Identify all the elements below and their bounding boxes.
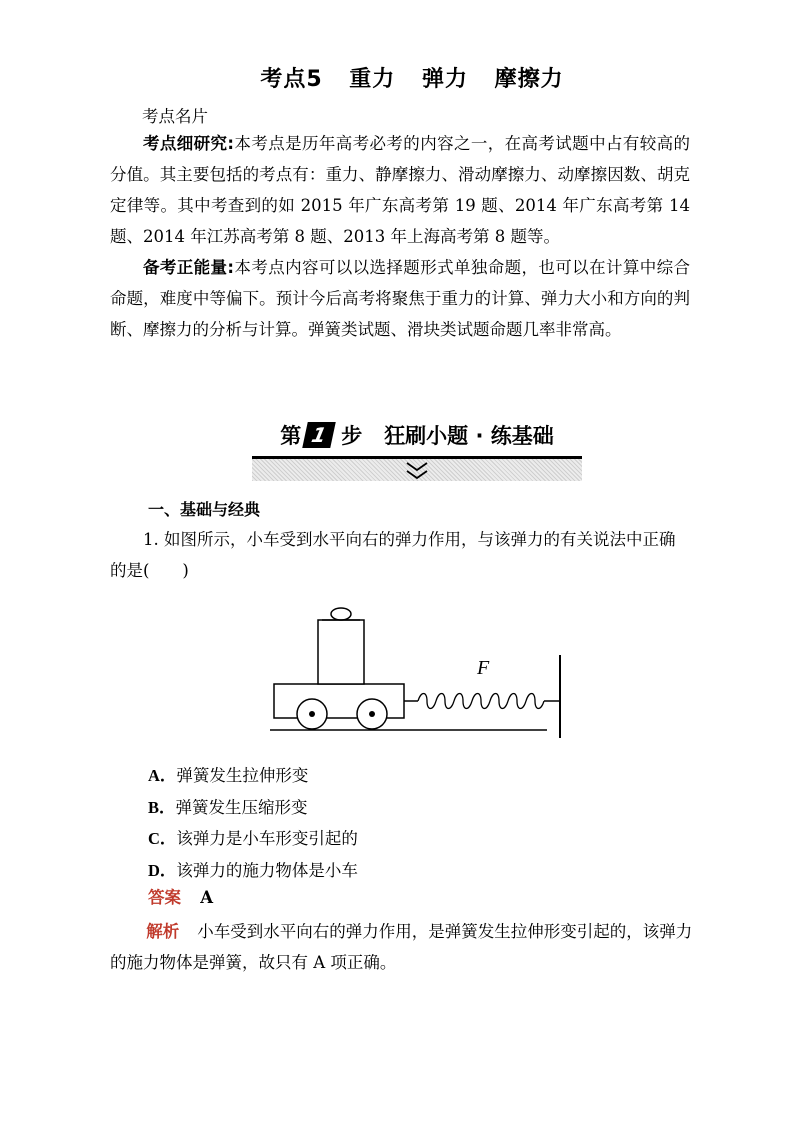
paragraph-research-text: 本考点是历年高考必考的内容之一，在高考试题中占有较高的分值。其主要包括的考点有：重力、静摩擦力、滑动摩擦力、动摩擦因数、胡克定律等。其中考查到的如 2015 年广东高考第 19 题、2014 年广东高考第 14 题、2014 年江苏高考第 8 题、2013 年上海高考第 8 题等。: [110, 134, 691, 246]
answer-tag: 答案: [148, 888, 181, 907]
cart-block: [318, 620, 364, 684]
option-a-label: A．: [148, 766, 177, 785]
option-d-label: D．: [148, 860, 177, 880]
step-banner: [252, 418, 582, 484]
title-part-3: 弹力: [421, 67, 468, 92]
option-d-text: 该弹力的施力物体是小车: [176, 860, 358, 880]
paragraph-prep: [110, 252, 690, 345]
question-1: [110, 524, 690, 586]
step-bu: 步: [341, 424, 363, 448]
option-d: [148, 855, 358, 887]
analysis-text: 小车受到水平向右的弹力作用，是弹簧发生拉伸形变引起的，该弹力的施力物体是弹簧，故只有 A 项正确。: [110, 922, 693, 972]
title-part-2: 重力: [349, 67, 396, 92]
answer: [148, 884, 213, 908]
option-a: [148, 760, 358, 792]
answer-value: A: [200, 888, 214, 907]
analysis-paragraph: [110, 916, 700, 978]
option-b-text: 弹簧发生压缩形变: [175, 797, 308, 817]
step-number-badge: 1: [302, 422, 336, 448]
option-b: [148, 792, 358, 824]
double-chevron-down-icon: [404, 460, 430, 482]
question-1-text: 1. 如图所示，小车受到水平向右的弹力作用，与该弹力的有关说法中正确的是( ): [110, 530, 676, 580]
option-c-text: 该弹力是小车形变引起的: [176, 829, 358, 848]
option-c-label: C．: [148, 829, 177, 848]
title-part-4: 摩擦力: [494, 67, 564, 92]
spring-coils: [418, 694, 544, 709]
section-title: 一、基础与经典: [148, 500, 261, 519]
force-label: F: [477, 657, 490, 679]
cart-spring-figure: [262, 590, 582, 750]
intro-paragraphs: [110, 128, 690, 345]
title-part-1: 考点5: [260, 67, 323, 92]
step-banner-text: 狂刷小题 · 练基础: [384, 424, 554, 448]
paragraph-prep-lead: 备考正能量:: [143, 258, 235, 277]
block-knob: [331, 608, 351, 620]
option-a-text: 弹簧发生拉伸形变: [176, 766, 309, 785]
analysis-tag: 解析: [146, 922, 180, 941]
page-title: [0, 62, 794, 93]
paragraph-research: [110, 128, 690, 252]
analysis: [110, 916, 700, 978]
paragraph-research-lead: 考点细研究:: [143, 134, 235, 153]
option-c: [148, 823, 358, 855]
step-banner-title: [252, 418, 582, 452]
kaodian-header: 考点名片: [142, 107, 208, 126]
options-list: [148, 760, 358, 886]
option-b-label: B．: [148, 797, 176, 817]
paragraph-prep-text: 本考点内容可以以选择题形式单独命题，也可以在计算中综合命题，难度中等偏下。预计今后高考将聚焦于重力的计算、弹力大小和方向的判断、摩擦力的分析与计算。弹簧类试题、滑块类试题命题几率非常高。: [110, 258, 691, 339]
wheel-left-hub: [309, 711, 315, 717]
step-di: 第: [280, 424, 302, 448]
wheel-right-hub: [369, 711, 375, 717]
